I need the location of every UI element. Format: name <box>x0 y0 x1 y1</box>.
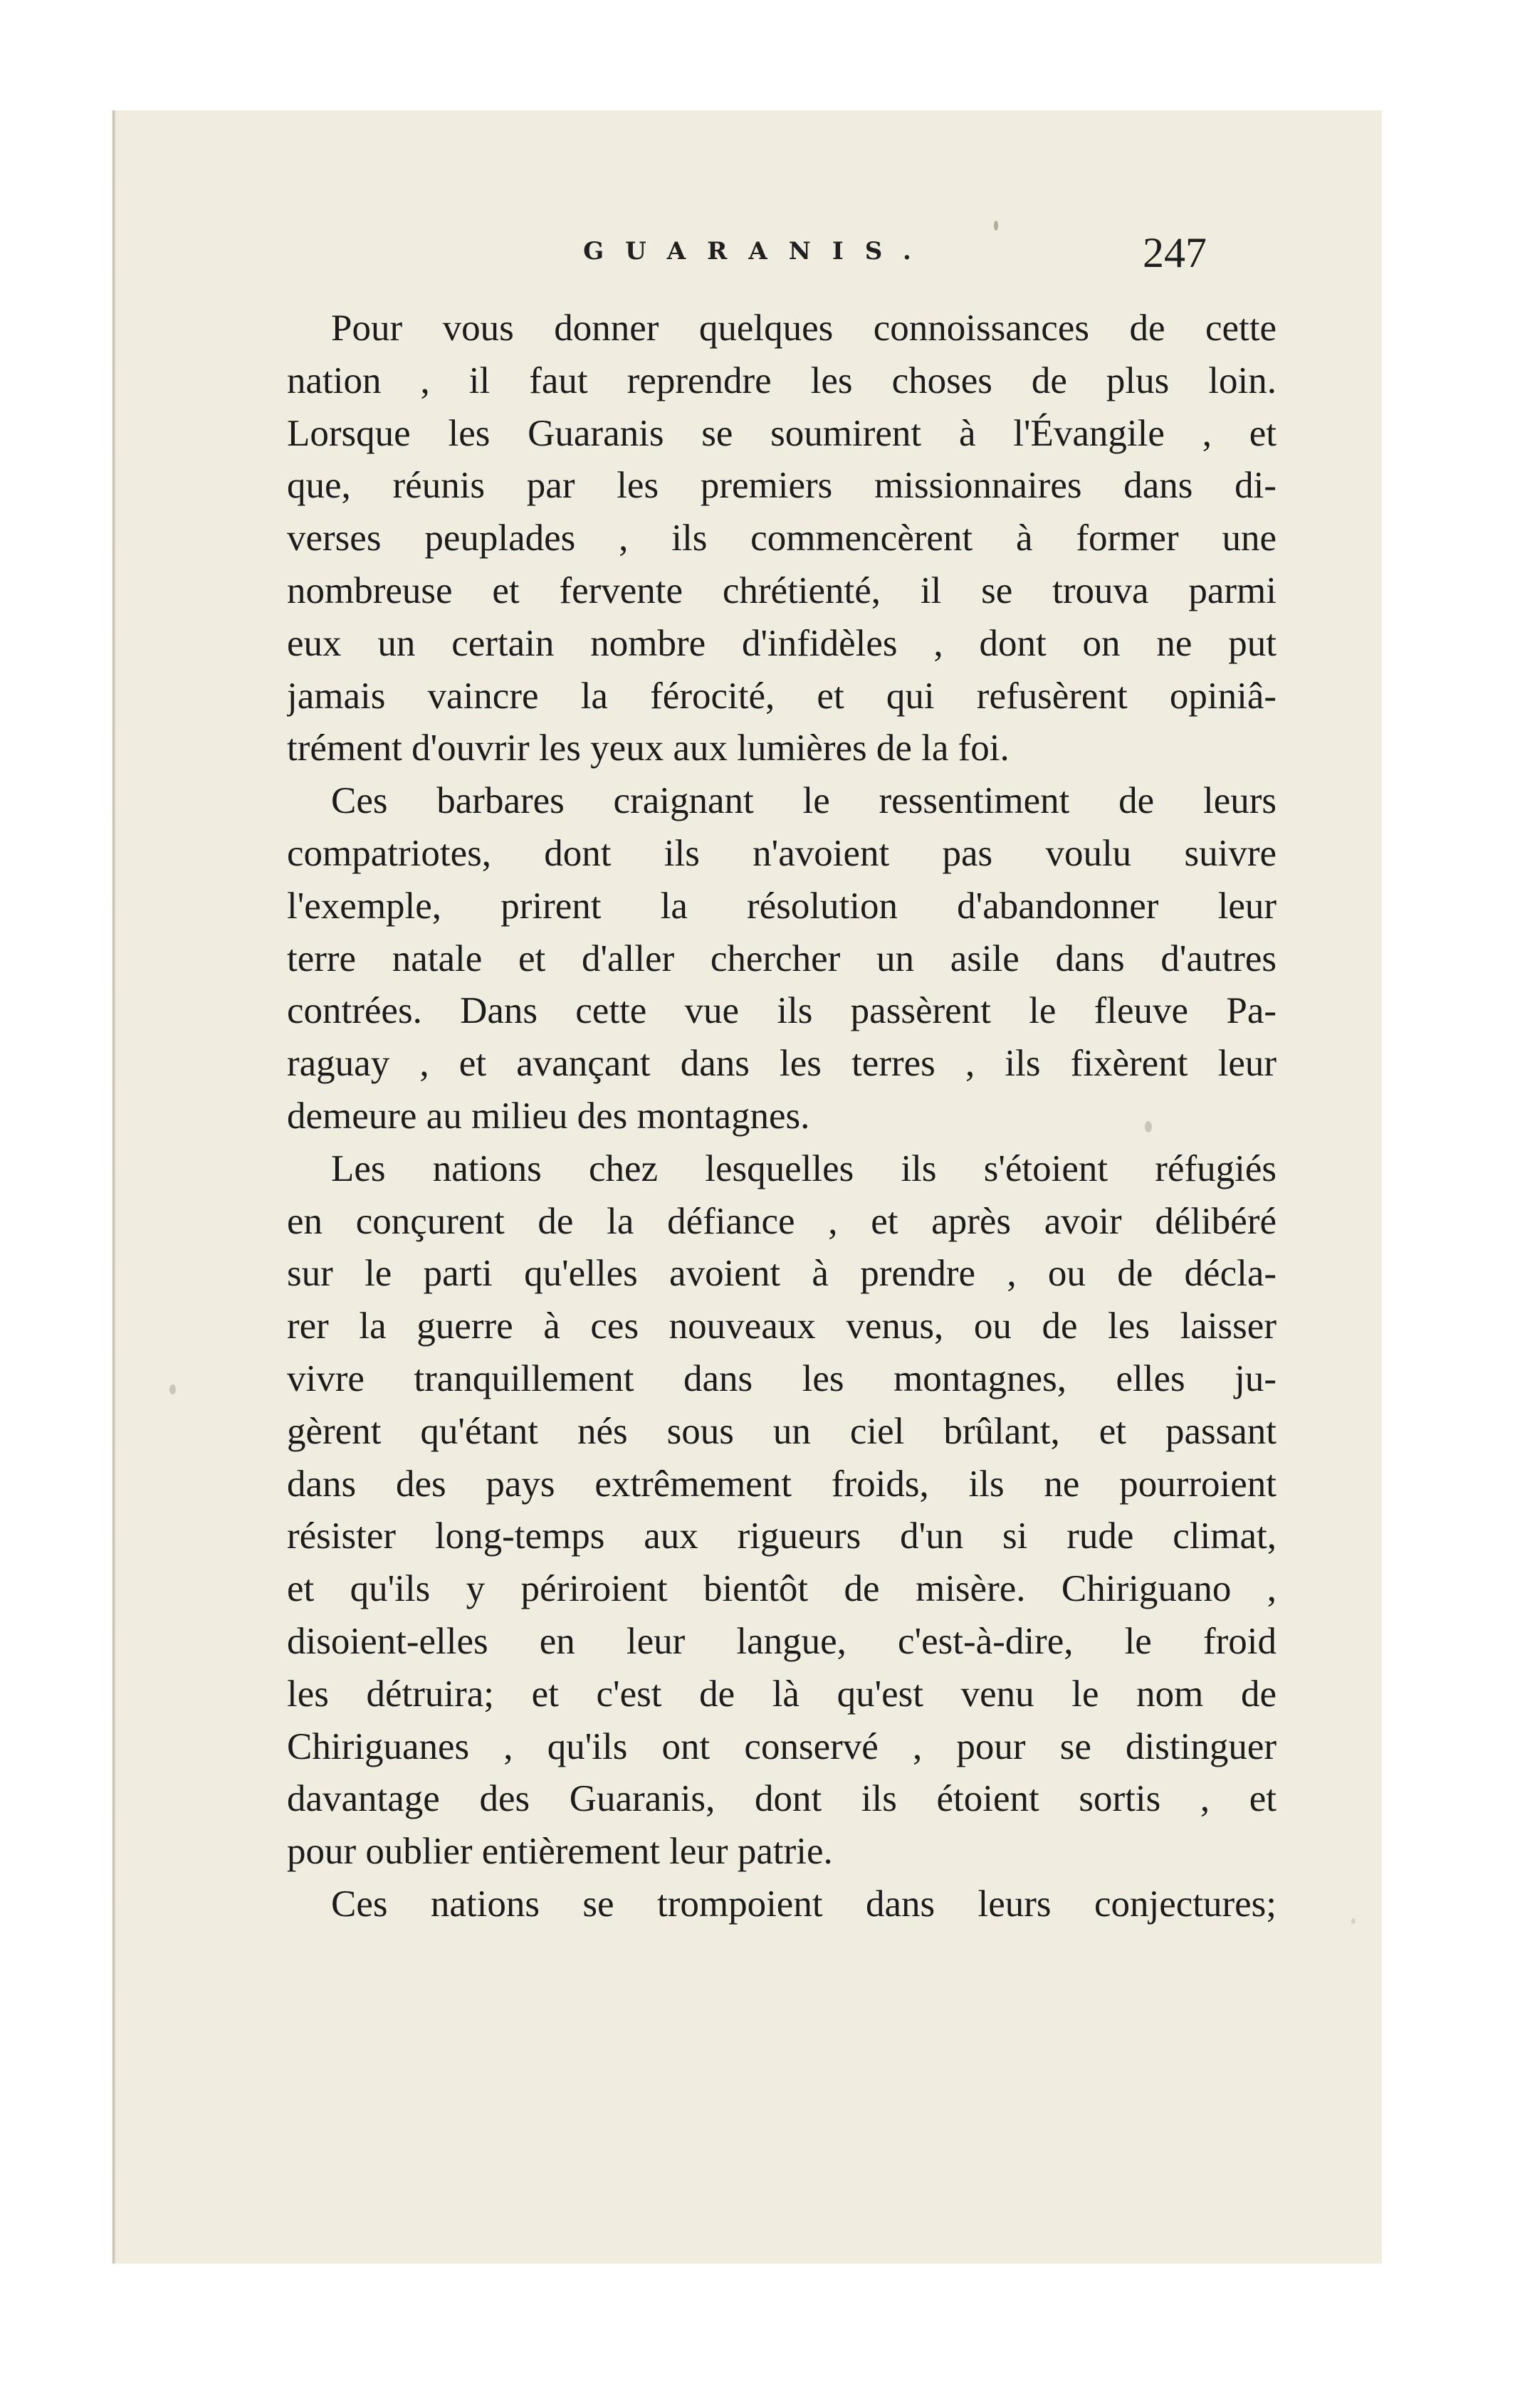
text-line: vivre tranquillement dans les montagnes, elles ju- <box>287 1357 1277 1399</box>
text-line: raguay , et avançant dans les terres , ils fixèrent leur <box>287 1043 1277 1085</box>
text-line: davantage des Guaranis, dont ils étoient sortis , et <box>287 1778 1277 1820</box>
text-line: compatriotes, dont ils n'avoient pas voulu suivre <box>287 832 1277 874</box>
text-line: Lorsque les Guaranis se soumirent à l'Évangile , et <box>287 412 1277 454</box>
text-line: eux un certain nombre d'infidèles , dont on ne put <box>287 622 1277 664</box>
scan-speck <box>1351 1918 1356 1924</box>
text-line: dans des pays extrêmement froids, ils ne pourroient <box>287 1463 1277 1505</box>
text-line: résister long-temps aux rigueurs d'un si rude climat, <box>287 1515 1277 1557</box>
text-line: trément d'ouvrir les yeux aux lumières de la foi. <box>287 727 1010 769</box>
text-line: Ces nations se trompoient dans leurs conjectures; <box>331 1883 1277 1925</box>
body-text <box>287 303 1277 1931</box>
scan-speck <box>1145 1121 1152 1132</box>
text-line: Chiriguanes , qu'ils ont conservé , pour se distinguer <box>287 1725 1277 1767</box>
page-number: 247 <box>1143 229 1207 276</box>
text-line: gèrent qu'étant nés sous un ciel brûlant, et passant <box>287 1410 1277 1452</box>
text-line: nation , il faut reprendre les choses de plus loin. <box>287 359 1277 401</box>
text-line: disoient-elles en leur langue, c'est-à-dire, le froid <box>287 1620 1277 1662</box>
text-line: les détruira; et c'est de là qu'est venu le nom de <box>287 1673 1277 1715</box>
text-line: Les nations chez lesquelles ils s'étoient réfugiés <box>331 1147 1277 1189</box>
running-head: GUARANIS. <box>583 237 933 265</box>
scan-speck <box>169 1384 176 1394</box>
text-line: verses peuplades , ils commencèrent à former une <box>287 517 1277 559</box>
text-line: Pour vous donner quelques connoissances de cette <box>331 307 1277 349</box>
text-line: jamais vaincre la férocité, et qui refusèrent opiniâ- <box>287 675 1277 717</box>
text-line: Ces barbares craignant le ressentiment de leurs <box>331 780 1277 822</box>
text-line: et qu'ils y périroient bientôt de misère. Chiriguano , <box>287 1568 1277 1610</box>
text-line: contrées. Dans cette vue ils passèrent le fleuve Pa- <box>287 990 1277 1032</box>
text-line: en conçurent de la défiance , et après avoir délibéré <box>287 1200 1277 1242</box>
scan-speck <box>994 221 998 231</box>
scanned-page <box>112 110 1382 2264</box>
text-line: demeure au milieu des montagnes. <box>287 1095 810 1137</box>
text-line: que, réunis par les premiers missionnaires dans di- <box>287 465 1277 507</box>
text-line: rer la guerre à ces nouveaux venus, ou de les laisser <box>287 1305 1277 1347</box>
text-line: pour oublier entièrement leur patrie. <box>287 1831 833 1873</box>
binding-edge <box>112 110 116 2264</box>
text-line: nombreuse et fervente chrétienté, il se trouva parmi <box>287 569 1277 611</box>
text-line: sur le parti qu'elles avoient à prendre , ou de décla- <box>287 1253 1277 1295</box>
text-line: l'exemple, prirent la résolution d'abandonner leur <box>287 885 1277 927</box>
text-line: terre natale et d'aller chercher un asile dans d'autres <box>287 937 1277 979</box>
